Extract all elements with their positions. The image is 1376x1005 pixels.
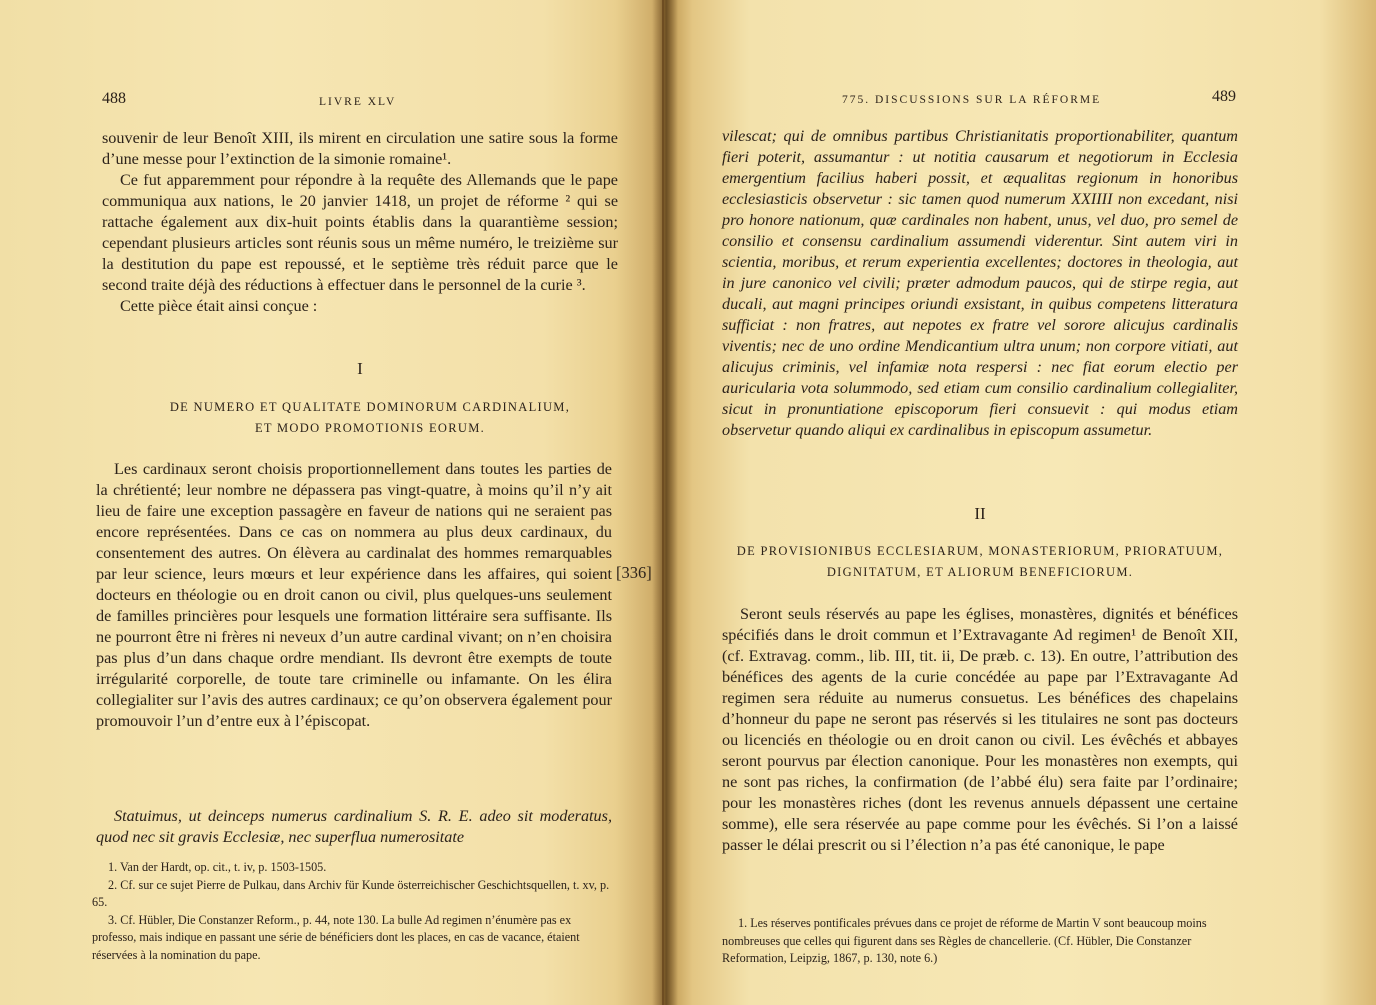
body-text <box>96 459 612 732</box>
footnotes <box>722 915 1252 968</box>
paragraph: Ce fut apparemment pour répondre à la requête des Allemands que le pape communiqua aux nations, le 20 janvier 1418, un projet de réforme ² qui se rattache également aux dix-huit points établis dans la quarantième session; cependant plusieurs articles sont réunis sous un même numéro, le treizième sur la destitution du pape est repoussé, et le septième très réduit parce que le second traite déjà des réductions à effectuer dans le personnel de la curie ³. <box>102 171 618 294</box>
page-number: 489 <box>1212 88 1236 105</box>
paragraph: Seront seuls réservés au pape les églises, monastères, dignités et bénéfices spécifiés dans le droit commun et l’Extravagante Ad regimen¹ de Benoît XII, (cf. Extravag. comm., lib. III, tit. ii, De præb. c. 13). En outre, l’attribution des bénéfices des agents de la curie concédée au pape par l’Extravagante Ad regimen sera réduite au numerus consuetus. Les bénéfices des chapelains d’honneur du pape ne seront pas réservés si les titulaires ne sont pas docteurs ou licenciés en théologie ou en droit canon ou civil. Les évêchés et abbayes seront pourvus par élection canonique. Pour les monastères non exempts, qui ne sont pas riches, la confirmation (de l’abbé élu) sera faite par l’ordinaire; pour les monastères riches (dont les revenus annuels dépassent une certaine somme), elle sera réservée au pape comme pour les évêchés. Si l’on a laissé passer le délai prescrit ou si l’élection n’a pas été canonique, le pape <box>722 605 1238 854</box>
footnote: 1. Van der Hardt, op. cit., t. iv, p. 1503-1505. <box>108 860 327 874</box>
body-text <box>722 604 1238 856</box>
section-title <box>102 397 638 439</box>
footnotes <box>92 859 612 964</box>
margin-page-number: [336] <box>616 563 652 582</box>
latin-paragraph: Statuimus, ut deinceps numerus cardinalium S. R. E. adeo sit moderatus, quod nec sit gravis Ecclesiæ, nec superflua numerositate <box>96 807 612 846</box>
left-page <box>0 0 662 1005</box>
paragraph: Les cardinaux seront choisis proportionnellement dans toutes les parties de la chrétienté; leur nombre ne dépassera pas vingt-quatre, à moins qu’il n’y ait lieu de faire une exception passagère en faveur de nations qui ne seraient pas encore représentées. Dans ce cas on nommera au plus deux cardinaux, du consentement des autres. On élèvera au cardinalat des hommes remarquables par leur science, leurs mœurs et leur expérience dans les affaires, qui soient docteurs en théologie ou en droit canon ou civil, plus quelques-uns seulement de familles princières pour lesquels une formation littéraire sera suffisante. Ils ne pourront être ni frères ni neveux d’un autre cardinal vivant; on n’en choisira pas plus d’un dans chaque ordre mendiant. Ils devront être exempts de toute irrégularité corporelle, de toute tare criminelle ou infamante. On les élira collegialiter sur l’avis des autres cardinaux; ce qu’on observera également pour promouvoir l’un d’entre eux à l’épiscopat. <box>96 460 612 730</box>
paragraph: Cette pièce était ainsi conçue : <box>120 297 318 315</box>
section-title-line: ET MODO PROMOTIONIS EORUM. <box>254 421 486 435</box>
footnote: 2. Cf. sur ce sujet Pierre de Pulkau, dans Archiv für Kunde österreichischer Geschichtsquellen, t. xv, p. 65. <box>92 877 610 909</box>
footnote: 3. Cf. Hübler, Die Constanzer Reform., p. 44, note 130. La bulle Ad regimen n’énumère pas ex professo, mais indique en passant une série de bénéficiers dont les places, en cas de vacance, étaient réservées à la nomination du pape. <box>92 912 580 962</box>
section-number: II <box>974 504 986 523</box>
section-number: I <box>357 359 363 378</box>
right-page <box>664 0 1376 1005</box>
latin-text <box>96 806 612 848</box>
page-number: 488 <box>102 90 126 107</box>
section-title-line: DIGNITATUM, ET ALIORUM BENEFICIORUM. <box>826 565 1134 579</box>
body-text <box>102 128 618 317</box>
section-title-line: DE NUMERO ET QUALITATE DOMINORUM CARDINALIUM, <box>169 400 571 414</box>
intro-paragraph: souvenir de leur Benoît XIII, ils mirent en circulation une satire sous la forme d’une messe pour l’extinction de la simonie romaine¹. <box>102 129 618 168</box>
footnote: 1. Les réserves pontificales prévues dans ce projet de réforme de Martin V sont beaucoup moins nombreuses que celles qui figurent dans ses Règles de chancellerie. (Cf. Hübler, Die Constanzer Reformation, Leipzig, 1867, p. 130, note 6.) <box>722 916 1207 965</box>
section-title <box>718 541 1242 583</box>
latin-paragraph: vilescat; qui de omnibus partibus Christianitatis proportionabiliter, quantum fieri poterit, assumantur : ut notitia causarum et negotiorum in Ecclesia emergentium facilius haberi possit, et æqualitas regionum in honoribus ecclesiasticis observetur : sic tamen quod numerum XXIIII non excedant, nisi pro honore nationum, quæ cardinales non habent, unus, vel duo, pro semel de consilio et consensu cardinalium assumendi viderentur. Sint autem viri in scientia, moribus, et rerum experientia excellentes; doctores in theologia, aut in jure canonico vel civili; præter admodum paucos, qui de stirpe regia, aut ducali, aut magni principes oriundi exsistant, in quibus competens litteratura sufficiat : non fratres, aut nepotes ex fratre vel sorore alicujus cardinalis viventis; nec de uno ordine Mendicantium ultra unum; non corpore vitiati, aut alicujus criminis, vel infamiæ nota respersi : nec fiat eorum electio per auricularia vota solummodo, sed etiam cum consilio cardinalium collegialiter, sicut in pronuntiatione episcoporum fieri consuevit : qui modus etiam observetur quando aliqui ex cardinalibus in episcopum assumetur. <box>722 127 1238 439</box>
section-title-line: DE PROVISIONIBUS ECCLESIARUM, MONASTERIORUM, PRIORATUUM, <box>736 544 1224 558</box>
running-head: 775. DISCUSSIONS SUR LA RÉFORME <box>842 94 1102 106</box>
latin-text <box>722 126 1238 441</box>
running-head: LIVRE XLV <box>319 96 397 108</box>
